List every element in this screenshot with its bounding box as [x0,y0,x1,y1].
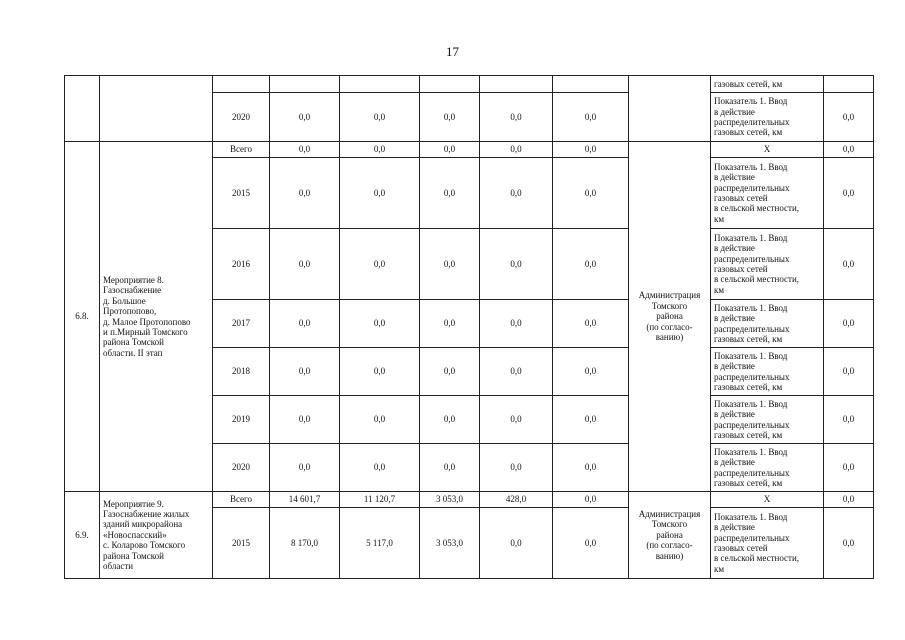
indicator-cell: Показатель 1. Ввод в действие распределительных газовых сетей, км [711,396,824,444]
indicator-cell: Показатель 1. Ввод в действие распределительных газовых сетей в сельской местности, км [711,158,824,229]
cont-name-cell [100,76,213,142]
value-cell: 0,0 [420,229,480,300]
value-cell: 0,0 [553,300,629,348]
value-cell: 0,0 [480,396,553,444]
indicator-value-cell: 0,0 [824,229,874,300]
measure-name: Мероприятие 8. Газоснабжение д. Большое Протопопово, д. Малое Протопопово и п.Мирный Томского района Томской области. II этап [100,142,213,492]
executor-cell: Администрация Томского района (по согласо- ванию) [629,492,711,579]
value-cell: 0,0 [420,348,480,396]
value-cell: 5 117,0 [340,508,420,579]
value-cell: 14 601,7 [270,492,340,508]
year-cell: 2020 [213,93,270,142]
year-cell: 2015 [213,508,270,579]
value-cell: 0,0 [480,158,553,229]
value-cell: 0,0 [420,142,480,158]
value-cell: 0,0 [420,444,480,492]
indicator-cell: Показатель 1. Ввод в действие распределительных газовых сетей, км [711,444,824,492]
value-cell: 0,0 [553,158,629,229]
year-cell: 2017 [213,300,270,348]
value-cell: 428,0 [480,492,553,508]
value-cell: 0,0 [270,396,340,444]
value-cell: 0,0 [420,158,480,229]
value-cell: 0,0 [420,93,480,142]
value-cell: 0,0 [270,229,340,300]
value-cell: 0,0 [553,142,629,158]
value-cell: 0,0 [270,300,340,348]
value-cell: 0,0 [270,158,340,229]
value-cell: 0,0 [553,396,629,444]
value-cell: 0,0 [340,93,420,142]
year-cell: Всего [213,142,270,158]
executor-cell: Администрация Томского района (по согласо- ванию) [629,142,711,492]
value-cell: 3 053,0 [420,492,480,508]
indicator-value-cell: 0,0 [824,444,874,492]
value-cell: 0,0 [340,142,420,158]
measure-68-total-row [65,142,874,158]
indicator-value-cell: 0,0 [824,158,874,229]
value-cell: 0,0 [480,348,553,396]
value-cell: 0,0 [480,229,553,300]
value-cell: 0,0 [340,300,420,348]
indicator-cell: Х [711,142,824,158]
indicator-value-cell: 0,0 [824,142,874,158]
value-cell: 0,0 [480,93,553,142]
value-cell: 0,0 [480,444,553,492]
value-cell: 0,0 [270,142,340,158]
value-cell: 0,0 [270,348,340,396]
indicator-cell: Показатель 1. Ввод в действие распределительных газовых сетей в сельской местности, км [711,229,824,300]
value-cell: 0,0 [553,508,629,579]
value-cell: 0,0 [553,93,629,142]
measure-69-total-row [65,492,874,508]
indicator-value-cell: 0,0 [824,508,874,579]
value-cell: 0,0 [480,142,553,158]
value-cell: 0,0 [270,93,340,142]
indicator-cell: Показатель 1. Ввод в действие распределительных газовых сетей в сельской местности, км [711,508,824,579]
measure-name: Мероприятие 9. Газоснабжение жилых зданий микрорайона «Новоспасский» с. Коларово Томского района Томской области [100,492,213,579]
cont-executor-cell [629,76,711,142]
indicator-cell: Х [711,492,824,508]
value-cell: 0,0 [420,396,480,444]
indicator-value-cell: 0,0 [824,396,874,444]
value-cell: 8 170,0 [270,508,340,579]
value-cell: 0,0 [340,444,420,492]
value-cell: 0,0 [340,229,420,300]
indicator-cell: Показатель 1. Ввод в действие распределительных газовых сетей, км [711,348,824,396]
indicator-cell: газовых сетей, км [711,76,824,93]
measure-number: 6.8. [65,142,100,492]
carry-over-row [65,76,874,93]
year-cell: 2020 [213,444,270,492]
value-cell: 0,0 [270,444,340,492]
value-cell: 0,0 [553,492,629,508]
indicator-value-cell: 0,0 [824,348,874,396]
value-cell: 0,0 [553,348,629,396]
cont-number-cell [65,76,100,142]
program-table [64,75,874,579]
year-cell: 2018 [213,348,270,396]
value-cell: 0,0 [480,300,553,348]
value-cell: 0,0 [480,508,553,579]
value-cell: 11 120,7 [340,492,420,508]
value-cell: 0,0 [340,158,420,229]
year-cell: 2016 [213,229,270,300]
year-cell: Всего [213,492,270,508]
page-number: 17 [446,44,459,59]
value-cell: 0,0 [340,348,420,396]
indicator-value-cell: 0,0 [824,93,874,142]
indicator-value-cell: 0,0 [824,492,874,508]
value-cell: 0,0 [553,444,629,492]
indicator-cell: Показатель 1. Ввод в действие распределительных газовых сетей, км [711,300,824,348]
value-cell: 3 053,0 [420,508,480,579]
value-cell: 0,0 [340,396,420,444]
year-cell: 2015 [213,158,270,229]
value-cell: 0,0 [553,229,629,300]
indicator-value-cell: 0,0 [824,300,874,348]
value-cell: 0,0 [420,300,480,348]
indicator-cell: Показатель 1. Ввод в действие распределительных газовых сетей, км [711,93,824,142]
year-cell: 2019 [213,396,270,444]
measure-number: 6.9. [65,492,100,579]
